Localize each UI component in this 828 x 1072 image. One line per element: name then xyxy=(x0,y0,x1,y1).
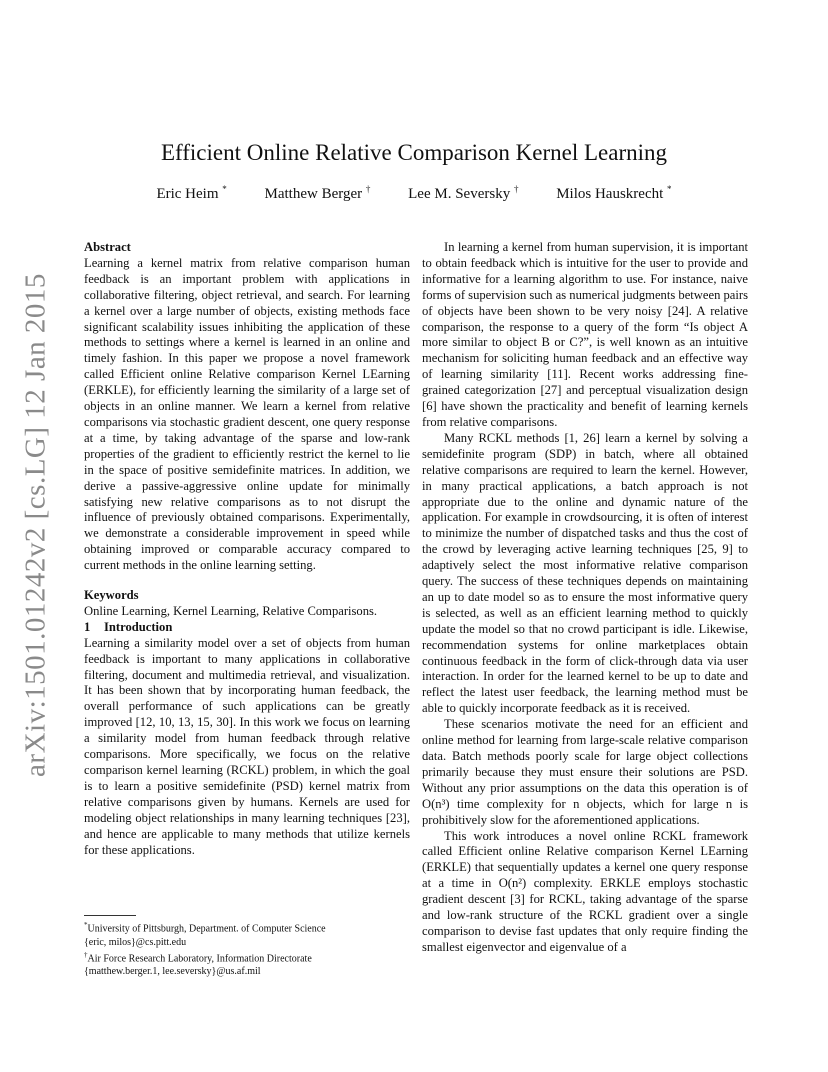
right-column xyxy=(422,240,748,956)
section-number: 1 xyxy=(84,619,91,634)
affiliation-mark: * xyxy=(667,184,672,194)
intro-paragraph-3: Many RCKL methods [1, 26] learn a kernel by solving a semidefinite program (SDP) in batch, where all obtained relative comparisons are required to learn the kernel. However, in many practical applications, a batch approach is not appropriate due to the online and dynamic nature of the application. For example in crowdsourcing, it is often of interest to minimize the number of dispatched tasks and thus the cost of the crowd by leveraging active learning techniques [25, 9] to adaptively select the most informative relative comparison query. The success of these techniques depends on maintaining an up to date model so as to ensure the most informative query is selected, as well as an efficient learning method to quickly update the model so that no crowd participant is idle. Likewise, recommendation systems for online marketplaces obtain continuous feedback in the form of click-through data via user interaction. In order for the learned kernel to be up to date and reflect the latest user feedback, the learning method must be able to quickly incorporate feedback as it is received. xyxy=(422,430,748,716)
paper-title: Efficient Online Relative Comparison Kernel Learning xyxy=(160,140,668,165)
author-2 xyxy=(265,184,371,203)
intro-paragraph-4: These scenarios motivate the need for an efficient and online method for learning from large-scale relative comparison data. Batch methods poorly scale for large object collections primarily because they must ensure their solutions are PSD. Without any prior assumptions on the data this operation is of O(n³) time complexity for n objects, which for large n is prohibitively slow for the aforementioned applications. xyxy=(422,717,748,827)
footnote-affiliation: Air Force Research Laboratory, Information Directorate xyxy=(87,953,312,965)
affiliation-mark: * xyxy=(222,184,227,194)
arxiv-stamp-text: arXiv:1501.01242v2 [cs.LG] 12 Jan 2015 xyxy=(19,273,52,777)
keywords-text: Online Learning, Kernel Learning, Relative Comparisons. xyxy=(84,603,378,618)
author-name: Matthew Berger xyxy=(264,186,363,202)
footnote-2 xyxy=(84,949,414,966)
keywords-heading: Keywords xyxy=(84,588,139,603)
intro-paragraph-5: This work introduces a novel online RCKL framework called Efficient online Relative comparison Kernel LEarning (ERKLE) that sequentially updates a kernel one query response at a time in O(n²) complexity. ERKLE employs stochastic gradient descent [3] for RCKL, taking advantage of the sparse and low-rank structure of the RCKL gradient over a single comparison to devise fast updates that only require finding the smallest eigenvector and eigenvalue of a xyxy=(422,828,748,954)
author-1 xyxy=(156,184,226,203)
arxiv-identifier-stamp xyxy=(14,273,58,777)
author-4 xyxy=(556,184,671,203)
author-name: Milos Hauskrecht xyxy=(556,186,664,202)
footnote-mark: * xyxy=(84,921,88,929)
section-title: Introduction xyxy=(104,619,173,634)
affiliation-mark: † xyxy=(365,184,371,194)
author-3 xyxy=(408,184,518,203)
abstract-text: Learning a kernel matrix from relative comparison human feedback is an important problem with applications in collaborative filtering, object retrieval, and search. For learning a kernel over a large number of objects, existing methods face significant scalability issues inhibiting the application of these methods to settings where a kernel is learned in an online and timely fashion. In this paper we propose a novel framework called Efficient online Relative comparison Kernel LEarning (ERKLE), for efficiently learning the similarity of a large set of objects in an online manner. We learn a kernel from relative comparisons via stochastic gradient descent, one query response at a time, by taking advantage of the sparse and low-rank properties of the gradient to efficiently restrict the kernel to lie in the space of positive semidefinite matrices. In addition, we derive a passive-aggressive online update for minimally satisfying new relative comparisons as to not disrupt the influence of previously obtained comparisons. Experimentally, we demonstrate a considerable improvement in speed while obtaining improved or comparable accuracy compared to current methods in the online learning setting. xyxy=(84,255,410,573)
intro-paragraph-2: In learning a kernel from human supervision, it is important to obtain feedback which is intuitive for the user to provide and informative for a learning algorithm to use. For instance, naive forms of supervision such as numerical judgments between pairs of objects have been shown to be very noisy [24]. A relative comparison, the response to a query of the form “Is object A more similar to object B or C?”, is well known as an intuitive mechanism for soliciting human feedback and an effective way of learning similarity [11]. Recent works addressing fine-grained categorization [27] and perceptual visualization design [6] have shown the practicality and benefit of learning kernels from relative comparisons. xyxy=(422,240,748,429)
author-list xyxy=(0,184,828,203)
author-name: Eric Heim xyxy=(156,186,219,202)
author-name: Lee M. Seversky xyxy=(408,186,511,202)
section-heading-introduction xyxy=(84,620,410,636)
left-column xyxy=(84,240,410,858)
intro-paragraph-1: Learning a similarity model over a set of objects from human feedback is important to many applications in collaborative filtering, document and multimedia retrieval, and visualization. It has been shown that by incorporating human feedback, the overall performance of such applications can be greatly improved [12, 10, 13, 15, 30]. In this work we focus on learning a similarity model from human feedback through relative comparisons. More specifically, we focus on the relative comparison kernel learning (RCKL) problem, in which the goal is to learn a positive semidefinite (PSD) kernel matrix from relative comparisons given by humans. Kernels are used for modeling object relationships in many learning techniques [23], and hence are applicable to many methods that utilize kernels for these applications. xyxy=(84,635,410,857)
footnote-1 xyxy=(84,919,414,936)
footnote-rule xyxy=(84,915,136,916)
footnote-mark: † xyxy=(84,950,88,959)
abstract-heading: Abstract xyxy=(84,240,131,254)
footnotes xyxy=(84,919,414,978)
footnote-affiliation: University of Pittsburgh, Department. of Computer Science xyxy=(87,923,326,935)
affiliation-mark: † xyxy=(513,184,519,194)
footnote-2-emails: {matthew.berger.1, lee.seversky}@us.af.mil xyxy=(84,966,261,978)
footnote-1-emails: {eric, milos}@cs.pitt.edu xyxy=(84,936,187,948)
